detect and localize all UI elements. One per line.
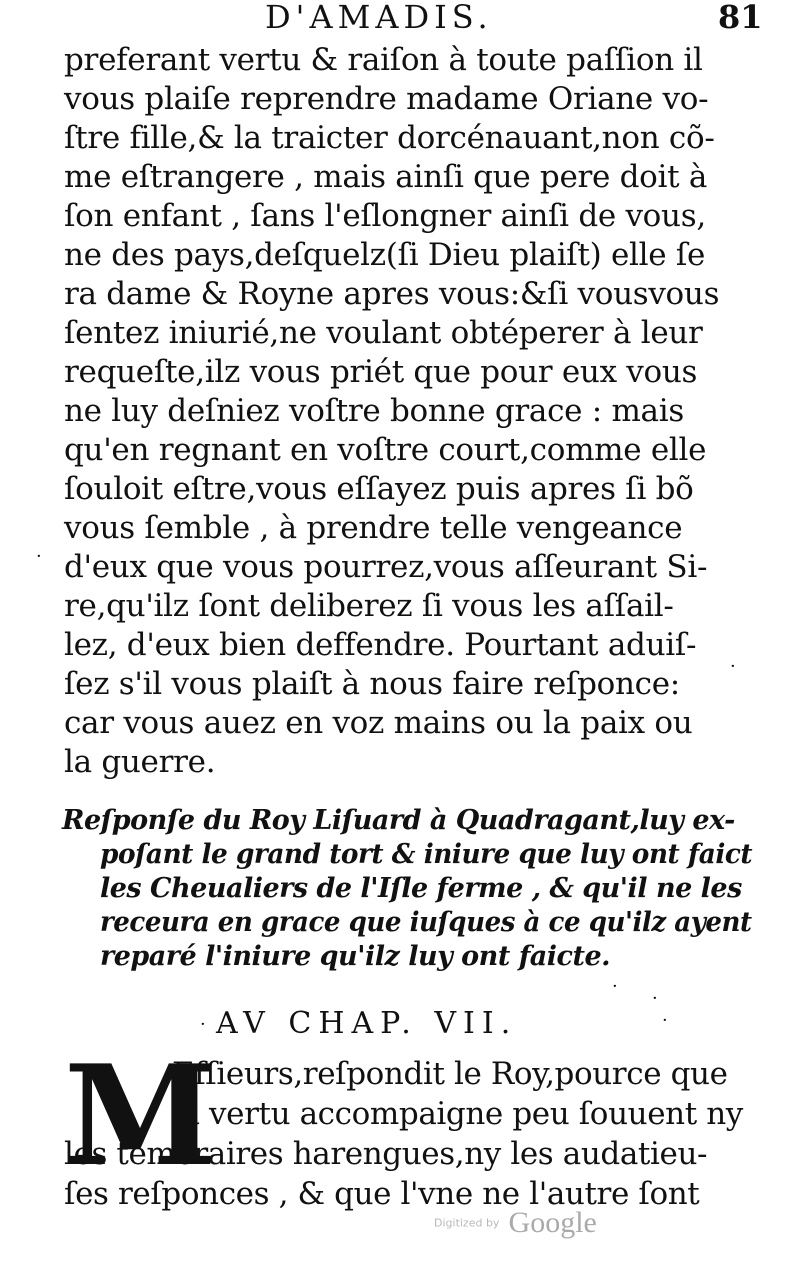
- drop-cap: M: [64, 1034, 217, 1197]
- text-line: ſtre fille,& la traicter dorcénauant,non cõ-: [64, 120, 715, 156]
- rubric-line: receura en grace que iuſques à ce qu'ilz ayent: [100, 907, 752, 938]
- text-line: vous ſemble , à prendre telle vengeance: [64, 510, 683, 546]
- text-line: me eſtrangere , mais ainſi que pere doit à: [64, 159, 708, 195]
- text-line: ſez s'il vous plaiſt à nous faire reſponce:: [64, 666, 680, 702]
- rubric-line: reparé l'iniure qu'ilz luy ont faicte.: [100, 941, 611, 972]
- text-line: requeſte,ilz vous priét que pour eux vous: [64, 354, 698, 390]
- text-line: ne luy deſniez voſtre bonne grace : mais: [64, 393, 684, 429]
- text-line: la vertu accompaigne peu ſouuent ny: [172, 1096, 743, 1132]
- text-line: lez, d'eux bien deffendre. Pourtant aduiſ-: [64, 627, 697, 663]
- text-line: d'eux que vous pourrez,vous aſſeurant Si-: [64, 549, 708, 585]
- margin-speck: ·: [36, 546, 42, 567]
- text-line: re,qu'ilz ſont deliberez ſi vous les aſſail-: [64, 588, 674, 624]
- text-line: qu'en regnant en voſtre court,comme elle: [64, 432, 707, 468]
- running-title: D'AMADIS.: [265, 0, 493, 36]
- margin-speck: ·: [652, 988, 658, 1009]
- chapter-rubric: [62, 804, 752, 974]
- digitization-watermark: [434, 1206, 597, 1240]
- text-line: ſes reſponces , & que l'vne ne l'autre ſont: [64, 1176, 700, 1212]
- text-line: ra dame & Royne apres vous:&ſi vousvous: [64, 276, 720, 312]
- text-line: Eſſieurs,reſpondit le Roy,pource que: [172, 1056, 728, 1092]
- watermark-prefix: Digitized by: [434, 1216, 500, 1230]
- margin-speck: ·: [200, 1014, 206, 1035]
- text-line: car vous auez en voz mains ou la paix ou: [64, 705, 693, 741]
- text-line: les temeraires harengues,ny les audatieu-: [64, 1136, 708, 1172]
- page-number: 81: [718, 0, 763, 36]
- rubric-line: les Cheualiers de l'Iſle ferme , & qu'il ne les: [100, 873, 742, 904]
- text-line: vous plaiſe reprendre madame Oriane vo-: [64, 81, 709, 117]
- chapter-heading: AV CHAP. VII.: [216, 1006, 518, 1041]
- main-text-block: [64, 41, 744, 782]
- margin-speck: ·: [730, 656, 736, 677]
- text-line: ſouloit eſtre,vous eſſayez puis apres ſi bõ: [64, 471, 694, 507]
- text-line: ne des pays,deſquelz(ſi Dieu plaiſt) elle ſe: [64, 237, 706, 273]
- rubric-line: Reſponſe du Roy Liſuard à Quadragant,luy ex-: [62, 805, 735, 836]
- text-line: ſon enfant , ſans l'eſlongner ainſi de vous,: [64, 198, 706, 234]
- margin-speck: ·: [612, 976, 618, 997]
- text-line: preferant vertu & raiſon à toute paſſion il: [64, 42, 703, 78]
- google-logo: Google: [508, 1206, 597, 1239]
- rubric-line: poſant le grand tort & iniure que luy ont faict: [100, 839, 753, 870]
- text-line: ſentez iniurié,ne voulant obtéperer à leur: [64, 315, 703, 351]
- margin-speck: ·: [662, 1010, 668, 1031]
- text-line: la guerre.: [64, 744, 216, 780]
- chapter-text-block: [64, 1054, 744, 1214]
